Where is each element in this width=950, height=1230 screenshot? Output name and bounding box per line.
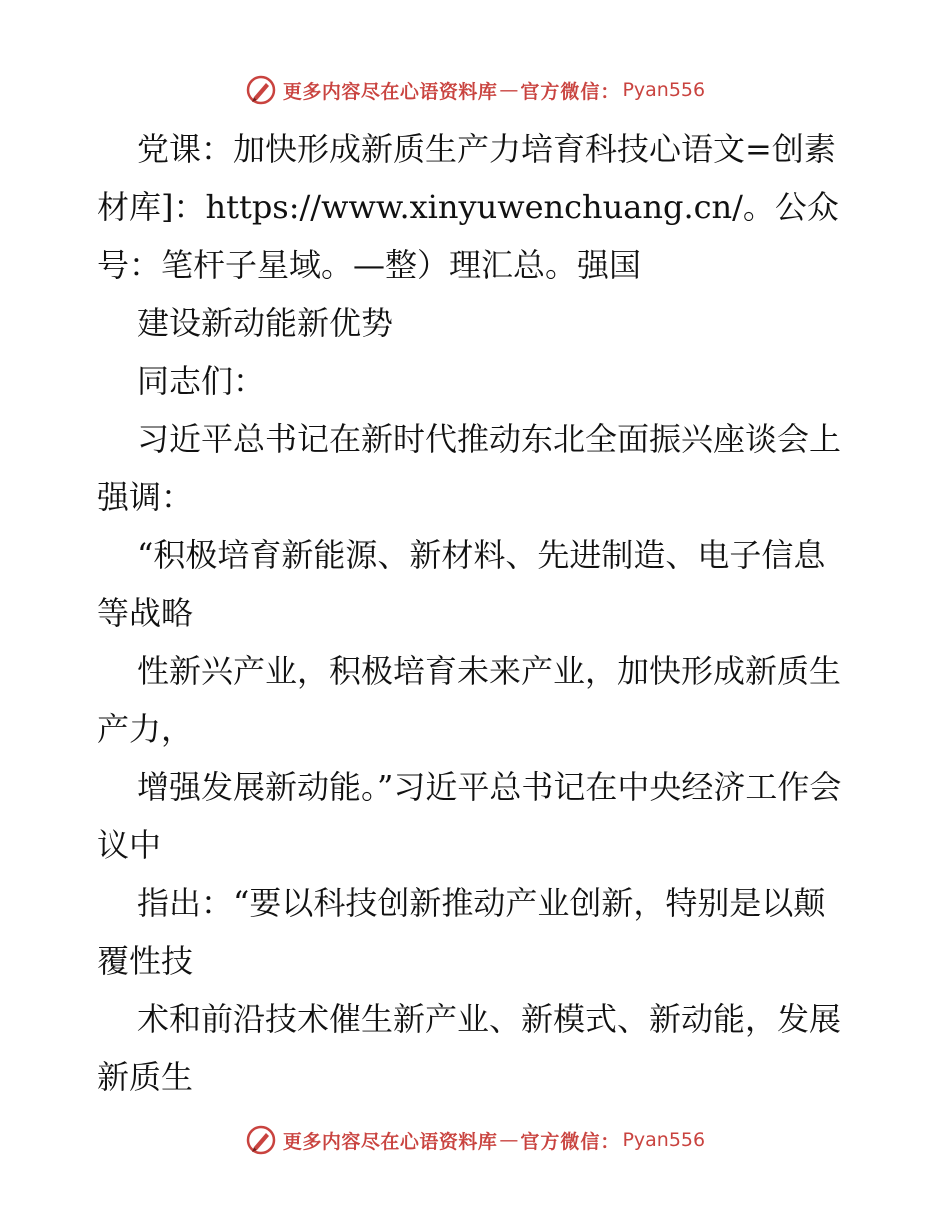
pen-logo-icon [245,1124,277,1156]
header-main-text: 更多内容尽在心语资料库 [282,80,498,103]
footer-separator: — [499,1129,519,1151]
paragraph-8: 指出：“要以科技创新推动产业创新，特别是以颠覆性技 [97,884,826,980]
header-wechat-label: 官方微信： [520,80,621,103]
paragraph-1: 党课：加快形成新质生产力培育科技心语文=创素材库]：https://www.xinyuwenchuang.cn/。公众号：笔杆子星域。—整）理汇总。强国 [97,130,839,284]
paragraph-6: 性新兴产业，积极培育未来产业，加快形成新质生产力， [97,652,842,748]
paragraph-5: “积极培育新能源、新材料、先进制造、电子信息等战略 [97,536,826,632]
document-body [97,120,857,1106]
footer-main-text: 更多内容尽在心语资料库 [282,1130,498,1153]
header-wechat-id: Pyan556 [622,79,706,101]
paragraph-7: 增强发展新动能。”习近平总书记在中央经济工作会议中 [97,768,842,864]
page-footer-banner [0,1120,950,1160]
paragraph-3: 同志们： [137,362,266,400]
header-separator: — [499,79,519,101]
footer-wechat-id: Pyan556 [622,1129,706,1151]
paragraph-9: 术和前沿技术催生新产业、新模式、新动能，发展新质生 [97,1000,842,1096]
paragraph-4: 习近平总书记在新时代推动东北全面振兴座谈会上强调： [97,420,842,516]
paragraph-2: 建设新动能新优势 [137,304,394,342]
page-header-banner [0,70,950,110]
footer-wechat-label: 官方微信： [520,1130,621,1153]
pen-logo-icon [245,74,277,106]
